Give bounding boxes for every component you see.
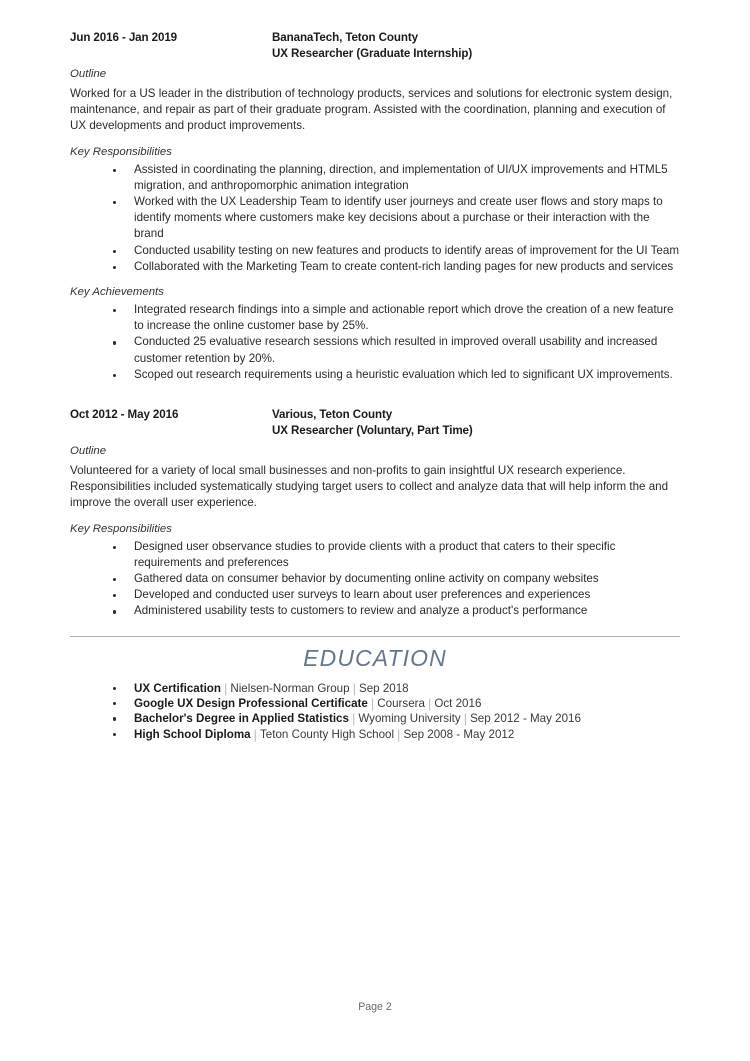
education-date: Sep 2008 - May 2012 [403, 727, 515, 741]
list-item: Assisted in coordinating the planning, direction, and implementation of UI/UX improvements and HTML5 migration, and anthropomorphic animation integration [70, 162, 680, 194]
experience-entry [70, 407, 680, 620]
experience-company: BananaTech, Teton County [272, 31, 418, 44]
list-item: Administered usability tests to customers to review and analyze a product's performance [70, 603, 680, 619]
list-item: Scoped out research requirements using a heuristic evaluation which led to significant UX improvements. [70, 367, 680, 383]
list-item: Designed user observance studies to provide clients with a product that caters to their specific requirements and preferences [70, 539, 680, 571]
list-item [70, 696, 680, 711]
list-item: Integrated research findings into a simple and actionable report which drove the creation of a new feature to increase the online customer base by 25%. [70, 302, 680, 334]
list-item [70, 681, 680, 696]
experience-dates: Jun 2016 - Jan 2019 [70, 31, 178, 44]
achievements-label: Key Achievements [70, 286, 164, 299]
page-title: EDUCATION [303, 644, 447, 671]
separator-glyph: | [427, 696, 432, 712]
experience-role: UX Researcher (Voluntary, Part Time) [272, 423, 473, 437]
list-item [70, 727, 680, 742]
education-list [70, 681, 680, 743]
experience-role: UX Researcher (Graduate Internship) [272, 46, 473, 60]
experience-company: Various, Teton County [272, 408, 393, 422]
education-degree: Bachelor's Degree in Applied Statistics [134, 712, 349, 726]
responsibilities-label: Key Responsibilities [70, 145, 172, 158]
achievements-list [70, 302, 680, 383]
experience-organization [272, 30, 680, 61]
separator-glyph: | [351, 711, 356, 727]
experience-organization [272, 407, 680, 438]
education-institution: Coursera [377, 697, 425, 711]
entry-spacer [70, 385, 680, 407]
separator-glyph: | [223, 680, 228, 696]
separator-glyph: | [370, 696, 375, 712]
education-institution: Nielsen-Norman Group [230, 681, 350, 695]
experience-dates: Oct 2012 - May 2016 [70, 408, 179, 422]
experience-header [70, 30, 680, 61]
separator-glyph: | [463, 711, 468, 727]
responsibilities-list [70, 539, 680, 620]
responsibilities-list [70, 162, 680, 275]
education-date: Oct 2016 [434, 697, 482, 711]
education-date: Sep 2012 - May 2016 [470, 712, 581, 726]
list-item: Developed and conducted user surveys to learn about user preferences and experiences [70, 587, 680, 603]
list-item [70, 711, 680, 726]
responsibilities-label: Key Responsibilities [70, 522, 172, 535]
outline-label: Outline [70, 445, 107, 458]
outline-label: Outline [70, 68, 107, 80]
list-item: Conducted 25 evaluative research sessions which resulted in improved overall usability and increased customer retention by 20%. [70, 334, 680, 366]
education-degree: Google UX Design Professional Certificate [134, 697, 368, 711]
outline-text: Worked for a US leader in the distribution of technology products, services and solutions for electronic system design, maintenance, and repair as part of their graduate program. Assisted with the coordination, planning and execution of UX developments and product improvements. [70, 87, 673, 133]
experience-header [70, 407, 680, 438]
separator-glyph: | [352, 680, 356, 696]
list-item: Worked with the UX Leadership Team to identify user journeys and create user flows and story maps to identify moments where customers make key decisions about a purchase or their interaction with the brand [70, 194, 680, 243]
education-institution: Wyoming University [358, 712, 461, 726]
page-footer: Page 2 [358, 1001, 392, 1013]
education-institution: Teton County High School [259, 727, 395, 741]
education-date: Sep 2018 [358, 681, 409, 695]
list-item: Collaborated with the Marketing Team to create content-rich landing pages for new products and services [70, 259, 680, 275]
list-item: Gathered data on consumer behavior by documenting online activity on company websites [70, 571, 680, 587]
separator-glyph: | [397, 726, 401, 742]
section-divider [70, 636, 680, 637]
list-item: Conducted usability testing on new features and products to identify areas of improvement for the UI Team [70, 243, 680, 259]
outline-text: Volunteered for a variety of local small businesses and non-profits to gain insightful UX research experience. Responsibilities included systematically studying target users to collect and analyze data that will help inform the and improve the overall user experience. [70, 464, 669, 510]
education-degree: UX Certification [134, 681, 221, 695]
experience-entry [70, 30, 680, 383]
separator-glyph: | [253, 726, 257, 742]
education-degree: High School Diploma [134, 727, 251, 741]
